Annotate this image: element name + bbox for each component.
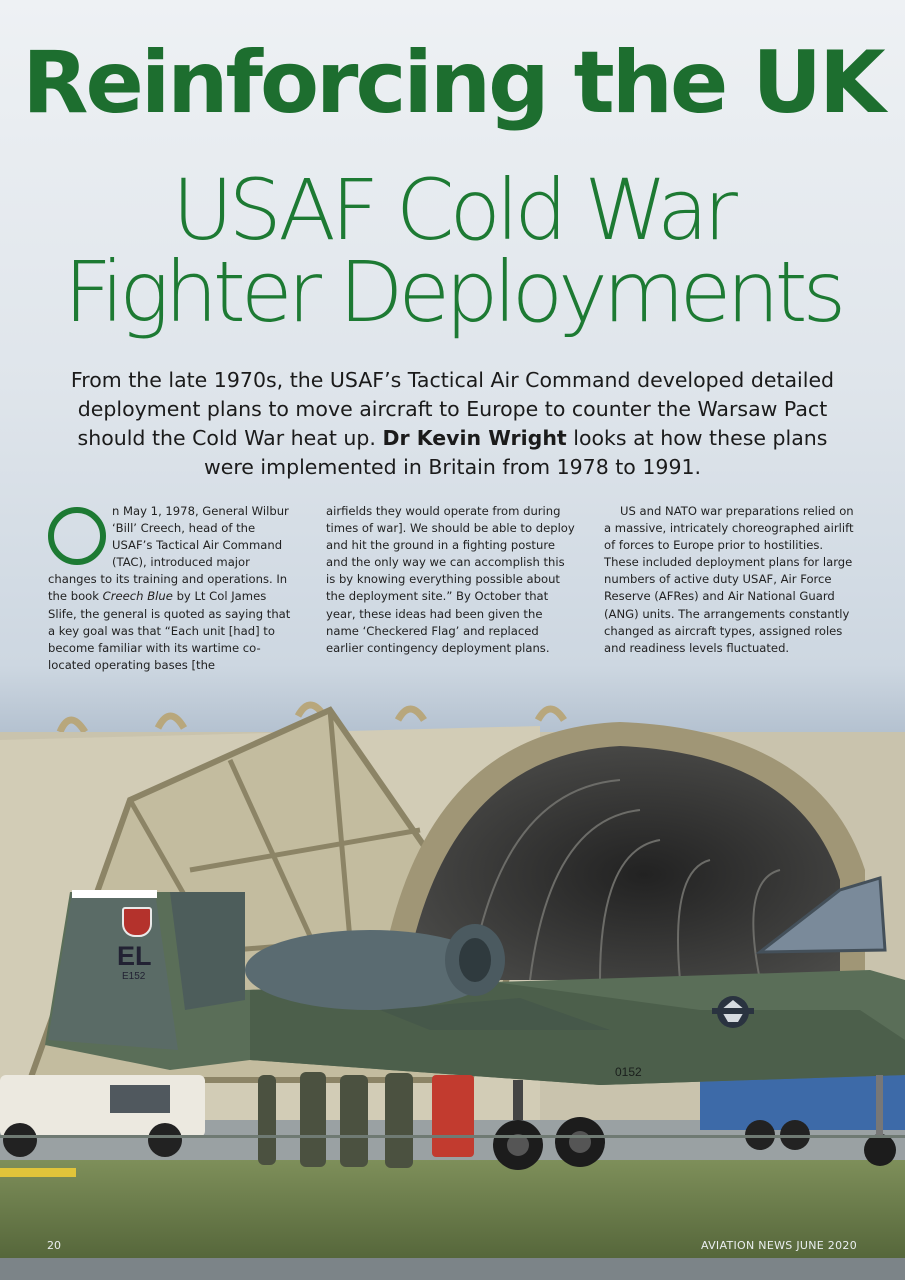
body-text: n May 1, 1978, General Wilbur ‘Bill’ Creech, head of the USAF’s Tactical Air Command (TAC), introduced major changes to its training and operations. In the book	[48, 504, 289, 604]
body-text: US and NATO war preparations relied on a massive, intricately choreographed airlift of forces to Europe prior to hostilities. These included deployment plans for large numbers of active duty USAF, Air Force Reserve (AFRes) and Air National Guard (ANG) units. The arrangements constantly changed as aircraft types, assigned roles and readiness levels fluctuated.	[604, 504, 854, 655]
body-column-3	[604, 503, 854, 657]
body-column-2	[326, 503, 576, 657]
book-title: Creech Blue	[102, 589, 173, 604]
page-number: 20	[47, 1239, 61, 1252]
tail-serial: E152	[122, 971, 146, 982]
body-column-1	[48, 503, 298, 674]
unit-badge-icon	[122, 907, 152, 937]
body-text: by Lt Col James Slife, the general is quoted as saying that a key goal was that “Each unit [had] to become familiar with its wartime co-located operating bases [the	[48, 589, 291, 672]
author-name: Dr Kevin Wright	[382, 426, 567, 450]
body-text: airfields they would operate from during times of war]. We should be able to deploy and hit the ground in a fighting posture and the only way we can accomplish this is by knowing everything possible about the deployment site.” By October that year, these ideas had been given the name ‘Checkered Flag’ and replaced earlier contingency deployment plans.	[326, 504, 575, 655]
standfirst-lead: From the late 1970s, the USAF’s Tactical Air Command developed detailed deployment plans to move aircraft to Europe to counter the Warsaw Pact should the Cold War heat up.	[70, 368, 835, 450]
tail-code: EL	[117, 941, 152, 971]
drop-cap-o	[48, 507, 106, 565]
standfirst-tail: looks at how these plans were implemented in Britain from 1978 to 1991.	[203, 426, 828, 479]
subheadline-line2: Fighter Deployments	[63, 243, 842, 341]
headline: Reinforcing the UK	[22, 33, 883, 133]
fuselage-serial: 0152	[615, 1065, 642, 1079]
publication-footer: AVIATION NEWS JUNE 2020	[700, 1239, 857, 1252]
bottom-strip	[0, 1258, 905, 1280]
subheadline-line1: USAF Cold War	[172, 161, 733, 259]
standfirst	[50, 366, 855, 482]
